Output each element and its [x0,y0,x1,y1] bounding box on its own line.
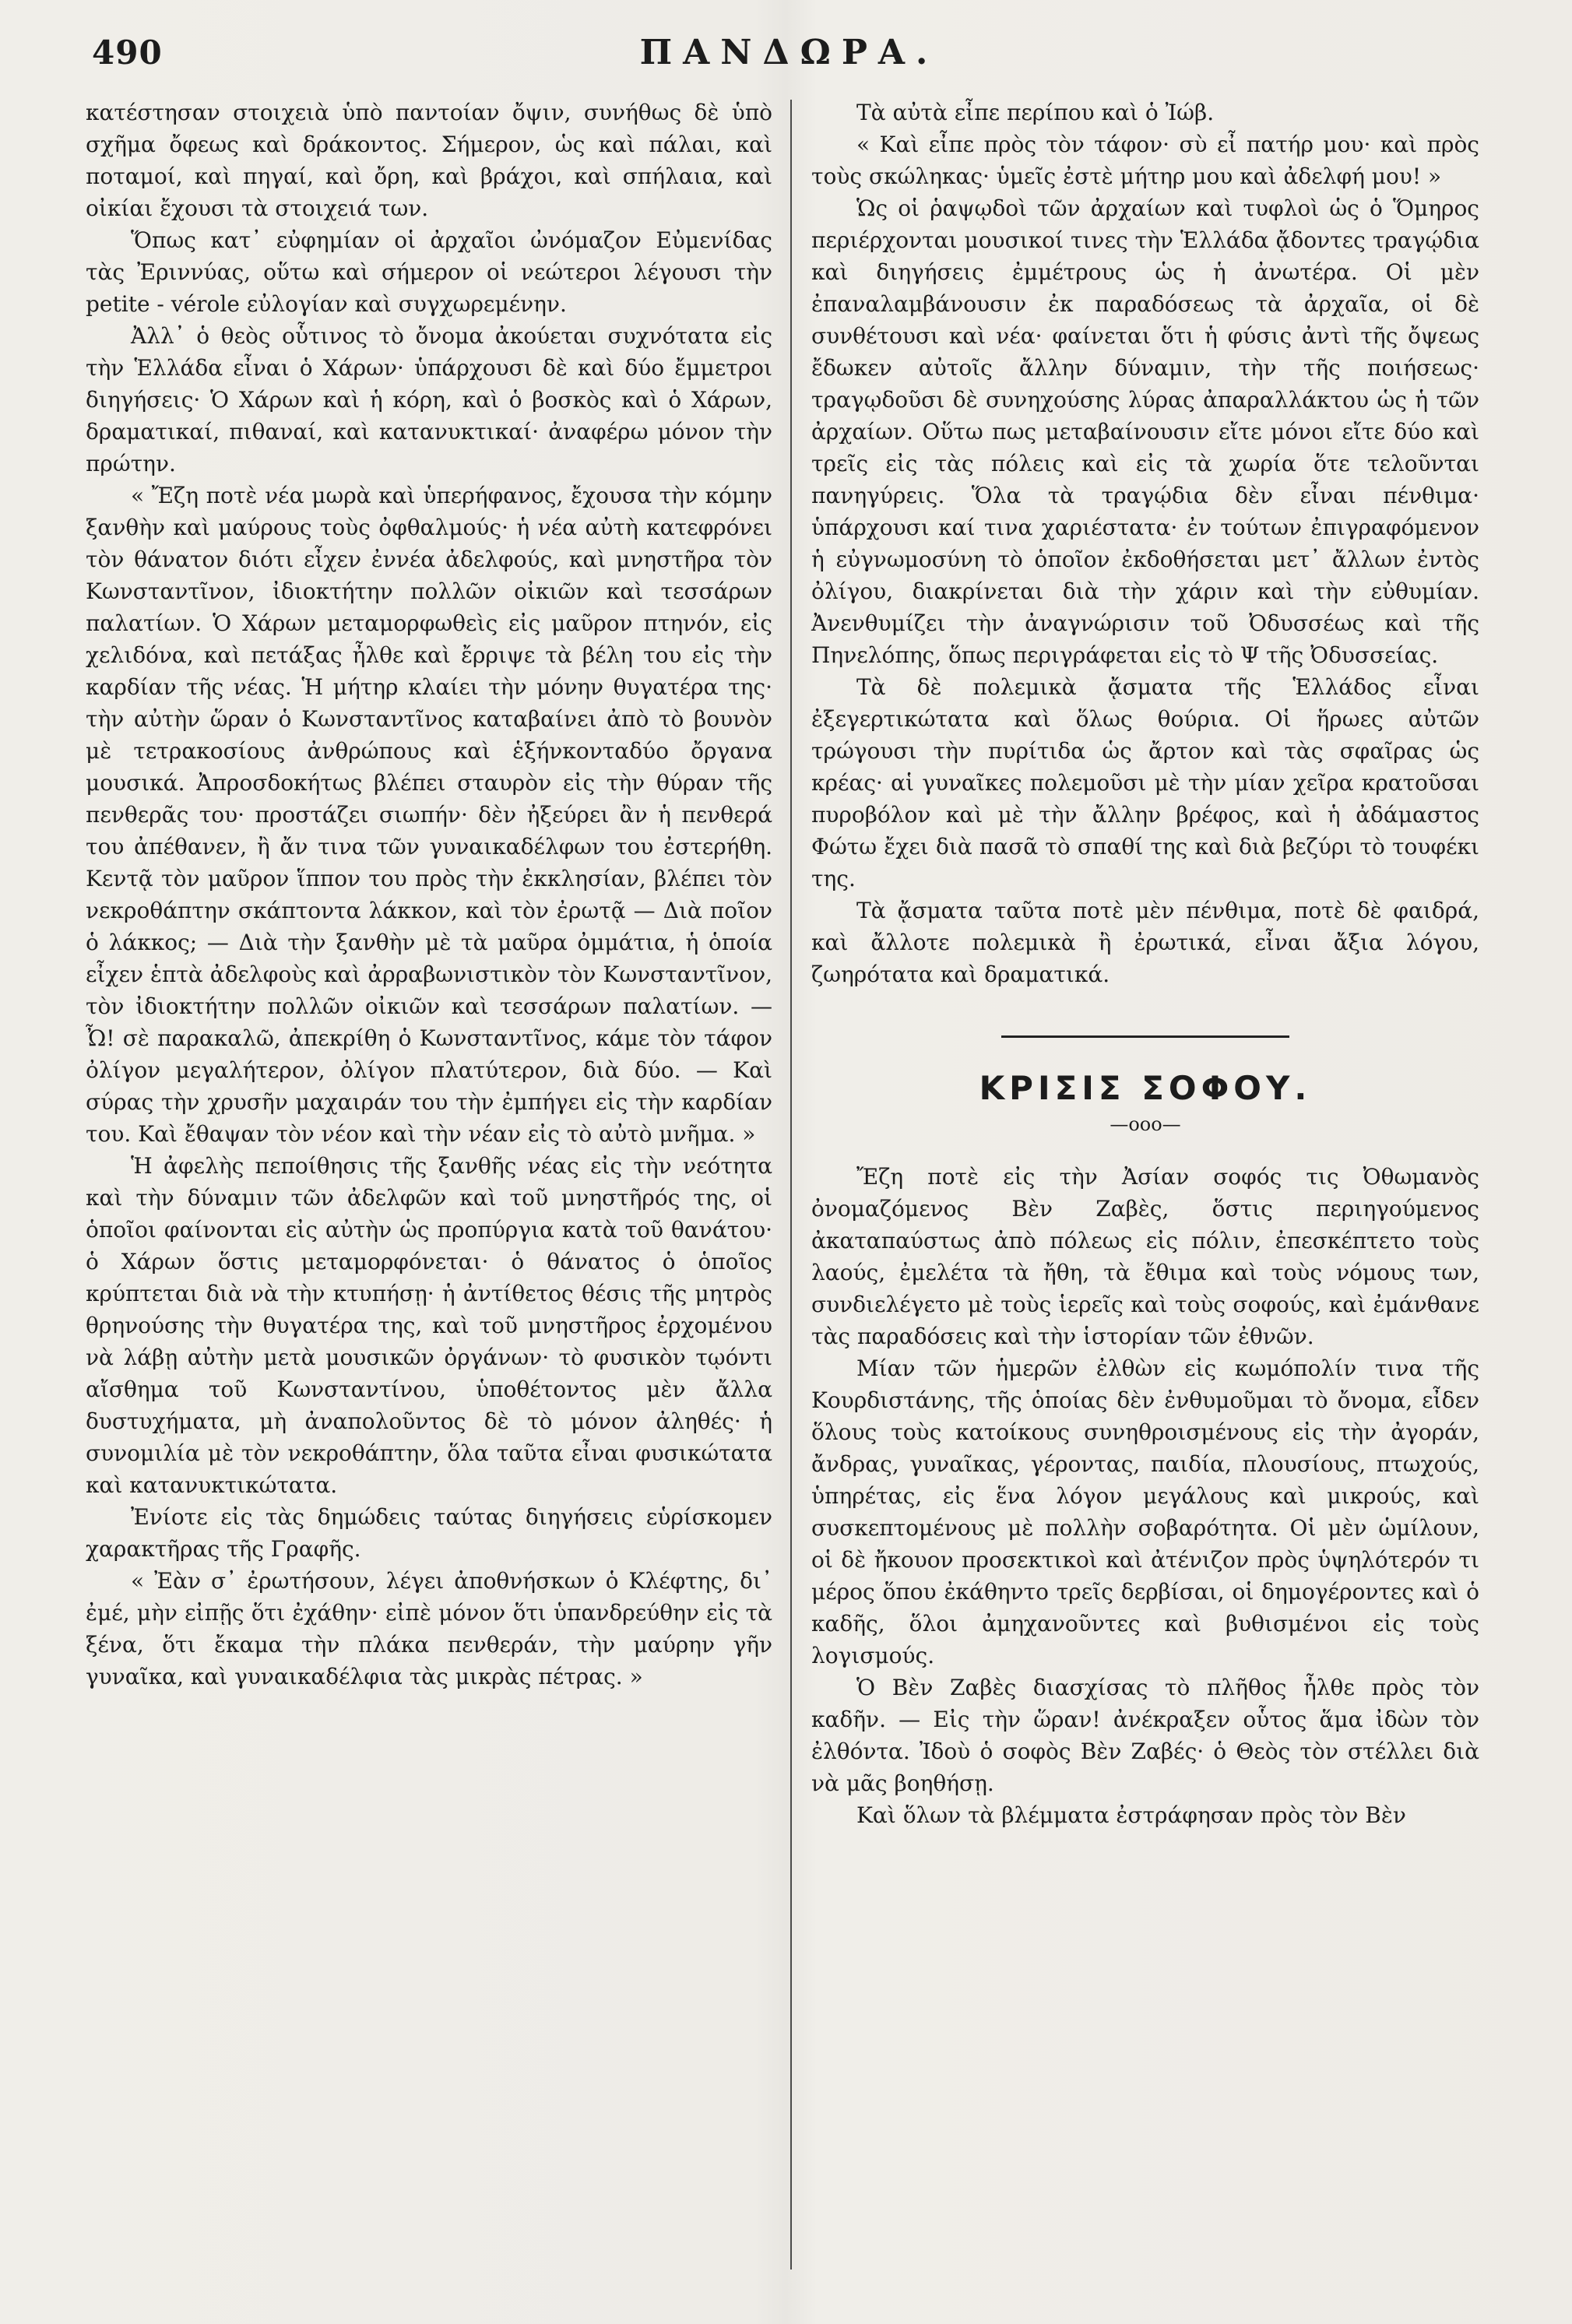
paragraph: Ἀλλ᾿ ὁ θεὸς οὗτινος τὸ ὄνομα ἀκούεται συχνότατα εἰς τὴν Ἑλλάδα εἶναι ὁ Χάρων· ὑπάρχουσι δὲ καὶ δύο ἔμμετροι διηγήσεις· Ὁ Χάρων καὶ ἡ κόρη, καὶ ὁ βοσκὸς καὶ ὁ Χάρων, δραματικαί, πιθαναί, καὶ κατανυκτικαί· ἀναφέρω μόνον τὴν πρώτην. [86,323,772,476]
paragraph: Τὰ δὲ πολεμικὰ ᾄσματα τῆς Ἑλλάδος εἶναι ἐξεγερτικώτατα καὶ ὅλως θούρια. Οἱ ἥρωες αὐτῶν τρώγουσι τὴν πυρίτιδα ὡς ἄρτον καὶ τὰς σφαῖρας ὡς κρέας· αἱ γυναῖκες πολεμοῦσι μὲ τὴν μίαν χεῖρα κρατοῦσαι πυροβόλον καὶ μὲ τὴν ἄλλην βρέφος, καὶ ἡ ἀδάμαστος Φώτω ἔχει διὰ πασᾶ τὸ σπαθί της καὶ διὰ βεζύρι τὸ τουφέκι της. [811,674,1479,891]
paragraph: κατέστησαν στοιχειὰ ὑπὸ παντοίαν ὄψιν, συνήθως δὲ ὑπὸ σχῆμα ὄφεως καὶ δράκοντος. Σήμερον, ὡς καὶ πάλαι, καὶ ποταμοί, καὶ πηγαί, καὶ ὄρη, καὶ βράχοι, καὶ σπήλαια, καὶ οἰκίαι ἔχουσι τὰ στοιχειά των. [86,100,772,221]
paragraph: « Ἔζη ποτὲ νέα μωρὰ καὶ ὑπερήφανος, ἔχουσα τὴν κόμην ξανθὴν καὶ μαύρους τοὺς ὀφθαλμούς· ἡ νέα αὐτὴ κατεφρόνει τὸν θάνατον διότι εἶχεν ἐννέα ἀδελφούς, καὶ μνηστῆρα τὸν Κωνσταντῖνον, ἰδιοκτήτην πολλῶν οἰκιῶν καὶ τεσσάρων παλατίων. Ὁ Χάρων μεταμορφωθεὶς εἰς μαῦρον πτηνόν, εἰς χελιδόνα, καὶ πετάξας ἦλθε καὶ ἔρριψε τὰ βέλη του εἰς τὴν καρδίαν τῆς νέας. Ἡ μήτηρ κλαίει τὴν μόνην θυγατέρα της· τὴν αὐτὴν ὥραν ὁ Κωνσταντῖνος καταβαίνει ἀπὸ τὸ βουνὸν μὲ τετρακοσίους ἀνθρώπους καὶ ἑξήνκονταδύο ὄργανα μουσικά. Ἀπροσδοκήτως βλέπει σταυρὸν εἰς τὴν θύραν τῆς πενθερᾶς του· προστάζει σιωπήν· δὲν ἠξεύρει ἂν ἡ πενθερά του ἀπέθανεν, ἢ ἄν τινα τῶν γυναικαδέλφων του ἐστερήθη. Κεντᾷ τὸν μαῦρον ἵππον του πρὸς τὴν ἐκκλησίαν, βλέπει τὸν νεκροθάπτην σκάπτοντα λάκκον, καὶ τὸν ἐρωτᾷ — Διὰ ποῖον ὁ λάκκος; — Διὰ τὴν ξανθὴν μὲ τὰ μαῦρα ὀμμάτια, ἡ ὁποία εἶχεν ἑπτὰ ἀδελφοὺς καὶ ἀρραβωνιστικὸν τὸν Κωνσταντῖνον, τὸν ἰδιοκτήτην πολλῶν οἰκιῶν καὶ τεσσάρων παλατίων. — Ὦ! σὲ παρακαλῶ, ἀπεκρίθη ὁ Κωνσταντῖνος, κάμε τὸν τάφον ὀλίγον μεγαλήτερον, ὀλίγον πλατύτερον, διὰ δύο. — Καὶ σύρας τὴν χρυσῆν μαχαιράν του τὴν ἐμπήγει εἰς τὴν καρδίαν του. Καὶ ἔθαψαν τὸν νέον καὶ τὴν νέαν εἰς τὸ αὐτὸ μνῆμα. » [86,483,772,1147]
paragraph: Ἔζη ποτὲ εἰς τὴν Ἀσίαν σοφός τις Ὀθωμανὸς ὀνομαζόμενος Βὲν Ζαβὲς, ὅστις περιηγούμενος ἀκαταπαύστως ἀπὸ πόλεως εἰς πόλιν, ἐπεσκέπτετο τοὺς λαούς, ἐμελέτα τὰ ἤθη, τὰ ἔθιμα καὶ τοὺς νόμους των, συνδιελέγετο μὲ τοὺς ἱερεῖς καὶ τοὺς σοφούς, καὶ ἐμάνθανε τὰς παραδόσεις καὶ τὴν ἱστορίαν τῶν ἐθνῶν. [811,1164,1479,1349]
paragraph: Καὶ ὅλων τὰ βλέμματα ἐστράφησαν πρὸς τὸν Βὲν [856,1802,1406,1828]
paragraph: Ἡ ἀφελὴς πεποίθησις τῆς ξανθῆς νέας εἰς τὴν νεότητα καὶ τὴν δύναμιν τῶν ἀδελφῶν καὶ τοῦ μνηστῆρός της, οἱ ὁποῖοι φαίνονται εἰς αὐτὴν ὡς προπύργια κατὰ τοῦ θανάτου· ὁ Χάρων ὅστις μεταμορφόνεται· ὁ θάνατος ὁ ὁποῖος κρύπτεται διὰ νὰ τὴν κτυπήσῃ· ἡ ἀντίθετος θέσις τῆς μητρὸς θρηνούσης τὴν θυγατέρα της, καὶ τοῦ μνηστῆρος ἐρχομένου νὰ λάβῃ αὐτὴν μετὰ μουσικῶν ὀργάνων· τὸ φυσικὸν τῳόντι αἴσθημα τοῦ Κωνσταντίνου, ὑποθέτοντος μὲν ἄλλα δυστυχήματα, μὴ ἀναπολοῦντος δὲ τὸ μόνον ἀληθές· ἡ συνομιλία μὲ τὸν νεκροθάπτην, ὅλα ταῦτα εἶναι φυσικώτατα καὶ κατανυκτικώτατα. [86,1153,772,1498]
page-number: 490 [92,33,163,72]
running-title: ΠΑΝΔΩΡΑ. [639,32,939,72]
left-column [86,97,772,2277]
section-title: ΚΡΙΣΙΣ ΣΟΦΟΥ. [979,1069,1312,1107]
paragraph: Ὁ Βὲν Ζαβὲς διασχίσας τὸ πλῆθος ἦλθε πρὸς τὸν καδῆν. — Εἰς τὴν ὥραν! ἀνέκραξεν οὗτος ἅμα ἰδὼν τὸν ἐλθόντα. Ἰδοὺ ὁ σοφὸς Βὲν Ζαβές· ὁ Θεὸς τὸν στέλλει διὰ νὰ μᾶς βοηθήσῃ. [811,1675,1479,1796]
paragraph: Τὰ αὐτὰ εἶπε περίπου καὶ ὁ Ἰώβ. [856,100,1215,125]
column-divider [790,100,792,2270]
paragraph: Τὰ ᾄσματα ταῦτα ποτὲ μὲν πένθιμα, ποτὲ δὲ φαιδρά, καὶ ἄλλοτε πολεμικὰ ἢ ἐρωτικά, εἶναι ἄξια λόγου, ζωηρότατα καὶ δραματικά. [811,898,1479,987]
section-ornament: —ooo— [1110,1113,1181,1135]
page-header [92,22,1486,83]
paragraph: « Καὶ εἶπε πρὸς τὸν τάφον· σὺ εἶ πατήρ μου· καὶ πρὸς τοὺς σκώληκας· ὑμεῖς ἐστὲ μήτηρ μου καὶ ἀδελφή μου! » [811,132,1479,189]
section-rule [1001,1035,1289,1038]
paragraph: Ὡς οἱ ῥαψῳδοὶ τῶν ἀρχαίων καὶ τυφλοὶ ὡς ὁ Ὅμηρος περιέρχονται μουσικοί τινες τὴν Ἑλλάδα ᾄδοντες τραγῴδια καὶ διηγήσεις ἐμμέτρους ὡς ἡ ἀνωτέρα. Οἱ μὲν ἐπαναλαμβάνουσιν ἐκ παραδόσεως τὰ ἀρχαῖα, οἱ δὲ συνθέτουσι καὶ νέα· φαίνεται ὅτι ἡ φύσις ἀντὶ τῆς ὄψεως ἔδωκεν αὐτοῖς ἄλλην δύναμιν, τὴν τῆς ποιήσεως· τραγῳδοῦσι δὲ συνηχούσης λύρας ἀπαραλλάκτου ὡς ἡ τῶν ἀρχαίων. Οὕτω πως μεταβαίνουσιν εἴτε μόνοι εἴτε δύο καὶ τρεῖς εἰς τὰς πόλεις καὶ εἰς τὰ χωρία ὅτε τελοῦνται πανηγύρεις. Ὅλα τὰ τραγῴδια δὲν εἶναι πένθιμα· ὑπάρχουσι καί τινα χαριέστατα· ἐν τούτων ἐπιγραφόμενον ἡ εὐγνωμοσύνη τὸ ὁποῖον ἐκδοθήσεται μετ᾿ ἄλλων ἐντὸς ὀλίγου, διακρίνεται διὰ τὴν χάριν καὶ τὴν εὐθυμίαν. Ἀνενθυμίζει τὴν ἀναγνώρισιν τοῦ Ὀδυσσέως καὶ τῆς Πηνελόπης, ὅπως περιγράφεται εἰς τὸ Ψ τῆς Ὀδυσσείας. [811,195,1479,668]
paragraph: Ὅπως κατ᾿ εὐφημίαν οἱ ἀρχαῖοι ὠνόμαζον Εὐμενίδας τὰς Ἐριννύας, οὕτω καὶ σήμερον οἱ νεώτεροι λέγουσι τὴν petite - vérole εὐλογίαν καὶ συγχωρεμένην. [86,227,772,317]
right-column [811,97,1479,2277]
paragraph: Ἐνίοτε εἰς τὰς δημώδεις ταύτας διηγήσεις εὑρίσκομεν χαρακτῆρας τῆς Γραφῆς. [86,1504,772,1562]
paragraph: Μίαν τῶν ἡμερῶν ἐλθὼν εἰς κωμόπολίν τινα τῆς Κουρδιστάνης, τῆς ὁποίας δὲν ἐνθυμοῦμαι τὸ ὄνομα, εἶδεν ὅλους τοὺς κατοίκους συνηθροισμένους εἰς τὴν ἀγοράν, ἄνδρας, γυναῖκας, γέροντας, παιδία, πλουσίους, πτωχούς, ὑπηρέτας, εἰς ἕνα λόγον μεγάλους καὶ μικρούς, καὶ συσκεπτομένους μὲ πολλὴν σοβαρότητα. Οἱ μὲν ὡμίλουν, οἱ δὲ ἤκουον προσεκτικοὶ καὶ ἀτένιζον πρὸς ὑψηλότερόν τι μέρος ὅπου ἐκάθηντο τρεῖς δερβίσαι, οἱ δημογέροντες καὶ ὁ καδῆς, ὅλοι ἀμηχανοῦντες καὶ βυθισμένοι εἰς τοὺς λογισμούς. [811,1355,1479,1668]
paragraph: « Ἐὰν σ᾿ ἐρωτήσουν, λέγει ἀποθνήσκων ὁ Κλέφτης, δι᾿ ἐμέ, μὴν εἰπῇς ὅτι ἐχάθην· εἰπὲ μόνον ὅτι ὑπανδρεύθην εἰς τὰ ξένα, ὅτι ἔκαμα τὴν πλάκα πενθεράν, τὴν μαύρην γῆν γυναῖκα, καὶ γυναικαδέλφια τὰς μικρὰς πέτρας. » [86,1568,772,1689]
